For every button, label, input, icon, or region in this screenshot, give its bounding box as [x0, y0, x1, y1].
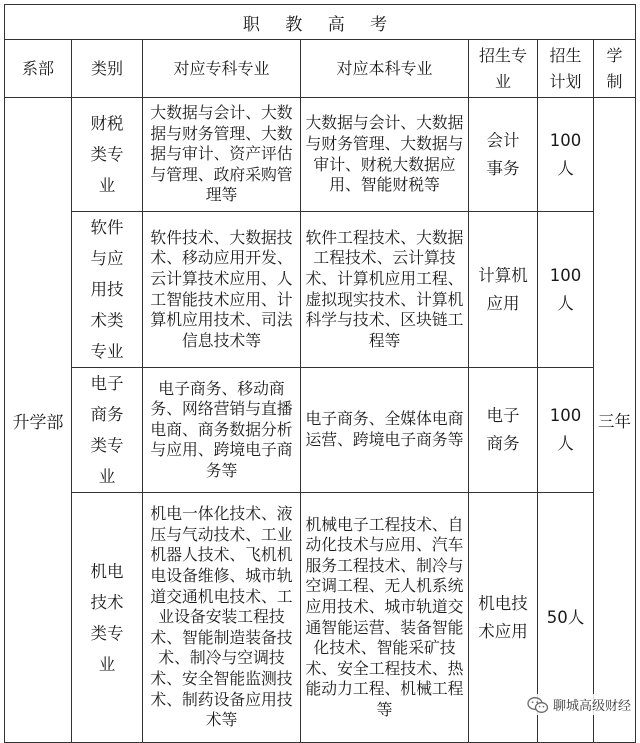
college-majors-cell: 软件技术、大数据技术、移动应用开发、云计算技术应用、人工智能技术应用、计算机应用技术、司法信息技术等 [143, 212, 301, 368]
wechat-icon [527, 696, 549, 714]
enroll-major-cell: 机电技 术应用 [469, 493, 538, 743]
header-bachelor-majors: 对应本科专业 [301, 40, 469, 98]
table-row [5, 98, 636, 212]
category-cell: 电子 商务 类专 业 [72, 368, 143, 493]
header-enroll-major: 招生专 业 [469, 40, 538, 98]
enroll-major-cell: 计算机 应用 [469, 212, 538, 368]
bachelor-majors-cell: 软件工程技术、大数据工程技术、云计算技术、计算机应用工程、虚拟现实技术、计算机科学与技术、区块链工程等 [301, 212, 469, 368]
college-majors-cell: 电子商务、移动商务、网络营销与直播电商、商务数据分析与应用、跨境电子商务等 [143, 368, 301, 493]
table-row [5, 212, 636, 368]
table-title: 职 教 高 考 [5, 5, 636, 40]
college-majors-cell: 机电一体化技术、液压与气动技术、工业机器人技术、飞机机电设备维修、城市轨道交通机电技术、工业设备安装工程技术、智能制造装备技术、制冷与空调技术、安全智能监测技术、制药设备应用技术等 [143, 493, 301, 743]
header-category: 类别 [72, 40, 143, 98]
category-cell: 财税 类专 业 [72, 98, 143, 212]
bachelor-majors-cell: 电子商务、全媒体电商运营、跨境电子商务等 [301, 368, 469, 493]
watermark [524, 694, 634, 715]
bachelor-majors-cell: 机械电子工程技术、自动化技术与应用、汽车服务工程技术、制冷与空调工程、无人机系统应用技术、城市轨道交通智能运营、装备智能化技术、智能采矿技术、安全工程技术、热能动力工程、机械工程等 [301, 493, 469, 743]
enroll-plan-cell: 100 人 [538, 212, 594, 368]
table-row [5, 368, 636, 493]
enrollment-table [4, 4, 636, 743]
dept-cell: 升学部 [5, 98, 72, 743]
enroll-plan-cell: 100 人 [538, 368, 594, 493]
category-cell: 软件 与应 用技 术类 专业 [72, 212, 143, 368]
enroll-plan-cell: 50人 [538, 493, 594, 743]
bachelor-majors-cell: 大数据与会计、大数据与财务管理、大数据与审计、财税大数据应用、智能财税等 [301, 98, 469, 212]
header-college-majors: 对应专科专业 [143, 40, 301, 98]
category-cell: 机电 技术 类专 业 [72, 493, 143, 743]
enroll-plan-cell: 100 人 [538, 98, 594, 212]
header-duration: 学 制 [594, 40, 636, 98]
college-majors-cell: 大数据与会计、大数据与财务管理、大数据与审计、资产评估与管理、政府采购管理等 [143, 98, 301, 212]
duration-cell: 三年 [594, 98, 636, 743]
enroll-major-cell: 电子 商务 [469, 368, 538, 493]
enroll-major-cell: 会计 事务 [469, 98, 538, 212]
watermark-text: 聊城高级财经 [552, 699, 631, 714]
header-dept: 系部 [5, 40, 72, 98]
header-enroll-plan: 招生 计划 [538, 40, 594, 98]
